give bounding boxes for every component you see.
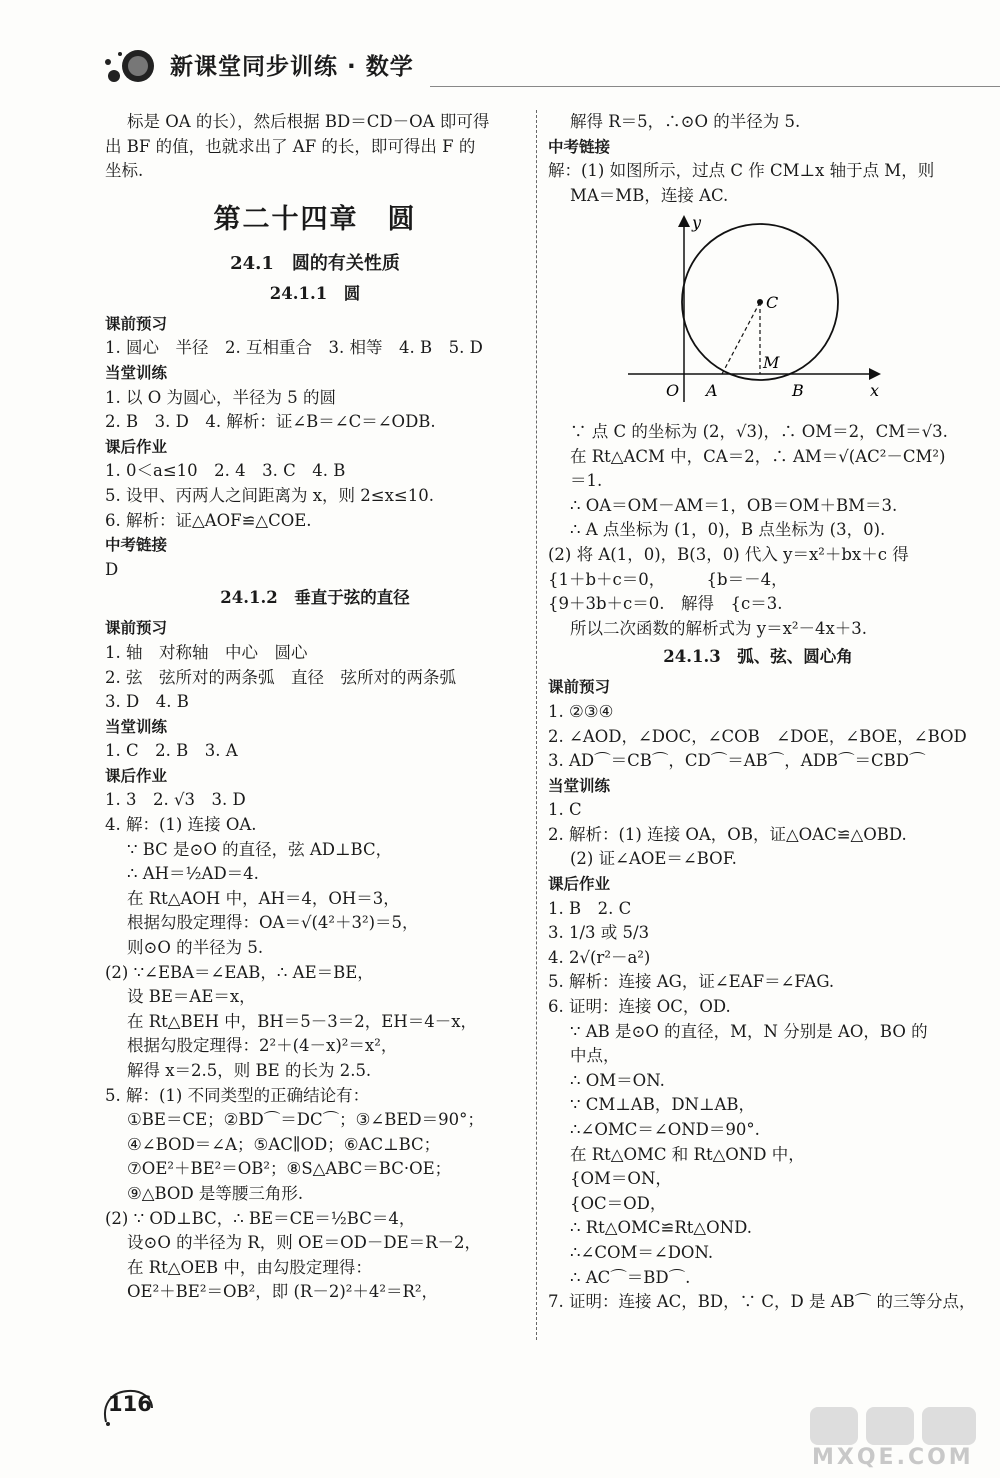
text-line: 解得 R＝5，∴⊙O 的半径为 5. <box>570 112 801 131</box>
label-m: M <box>763 353 780 373</box>
text-line: 2. B 3. D 4. 解析：证∠B＝∠C＝∠ODB. <box>105 412 436 432</box>
text-line: 设⊙O 的半径为 R，则 OE＝OD－DE＝R－2， <box>127 1233 482 1253</box>
text-line: ⑨△BOD 是等腰三角形. <box>127 1183 304 1203</box>
text-line: OE²＋BE²＝OB²，即 (R－2)²＋4²＝R²， <box>127 1282 439 1302</box>
text-line: ∴ A 点坐标为 (1，0)，B 点坐标为 (3，0). <box>570 520 886 540</box>
text-line: ∴ OM＝ON. <box>570 1070 665 1090</box>
text-line: 所以二次函数的解析式为 y＝x²－4x＋3. <box>570 618 868 638</box>
section-heading: 课前预习 <box>105 619 168 638</box>
text-line: 出 BF 的值，也就求出了 AF 的长，即可得出 F 的 <box>105 136 476 156</box>
text-line: ∴ AH＝½AD＝4. <box>127 864 259 884</box>
answer-block <box>105 558 525 583</box>
text-line: 2. ∠AOD，∠DOC，∠COB ∠DOE，∠BOE，∠BOD <box>548 726 967 746</box>
text-line: 4. 解：(1) 连接 OA. <box>105 815 257 835</box>
text-line: 解得 x＝2.5，则 BE 的长为 2.5. <box>127 1061 372 1080</box>
text-line: ①BE＝CE；②BD⌒＝DC⌒；③∠BED＝90°； <box>127 1110 484 1130</box>
text-line: {9＋3b＋c＝0. 解得 {c＝3. <box>548 594 783 614</box>
text-line: 1. ②③④ <box>548 701 614 721</box>
answer-block <box>105 641 525 715</box>
text-line: 在 Rt△AOH 中，AH＝4，OH＝3， <box>127 888 400 908</box>
text-line: 在 Rt△BEH 中，BH＝5－3＝2，EH＝4－x， <box>127 1011 478 1031</box>
text-line: 解：(1) 如图所示，过点 C 作 CM⊥x 轴于点 M，则 <box>548 161 935 181</box>
text-line: {OM＝ON， <box>570 1169 672 1189</box>
text-line: 5. 解：(1) 不同类型的正确结论有： <box>105 1085 370 1105</box>
text-line: 在 Rt△OEB 中，由勾股定理得： <box>127 1257 372 1277</box>
text-line: 1. 圆心 半径 2. 互相重合 3. 相等 4. B 5. D <box>105 338 483 358</box>
label-y: y <box>692 213 702 233</box>
right-column <box>548 110 976 1315</box>
segment-ac <box>722 302 760 374</box>
text-line: 6. 证明：连接 OC，OD. <box>548 997 731 1017</box>
text-line: MA＝MB，连接 AC. <box>570 185 729 205</box>
text-line: ∴ OA＝OM－AM＝1，OB＝OM＋BM＝3. <box>570 495 898 515</box>
answer-block <box>548 700 968 774</box>
text-line: 1. 以 O 为圆心，半径为 5 的圆 <box>105 387 336 407</box>
text-line: (2) 证∠AOE＝∠BOF. <box>570 849 737 869</box>
text-line: ∵ BC 是⊙O 的直径，弦 AD⊥BC， <box>127 839 393 859</box>
point-c <box>757 299 763 305</box>
text-line: D <box>105 559 119 579</box>
text-line: ⑦OE²＋BE²＝OB²；⑧S△ABC＝BC·OE； <box>127 1159 452 1179</box>
subsection-title: 24.1.3 弧、弦、圆心角 <box>663 647 853 667</box>
page-header <box>100 44 980 92</box>
text-line: 1. C 2. B 3. A <box>105 741 238 761</box>
text-line: 2. 弦 弦所对的两条弧 直径 弦所对的两条弧 <box>105 667 456 687</box>
section-heading: 课后作业 <box>548 875 611 894</box>
book-logo-icon <box>100 46 160 86</box>
section-heading: 当堂训练 <box>105 717 168 736</box>
text-line: 3. 1/3 或 5/3 <box>548 923 650 943</box>
text-line: 4. 2√(r²－a²) <box>548 947 651 967</box>
section-heading: 课前预习 <box>105 314 168 333</box>
section-heading: 中考链接 <box>548 137 611 156</box>
subsection-title: 24.1.1 圆 <box>269 283 361 303</box>
answer-block <box>548 110 968 135</box>
answer-block <box>548 798 968 872</box>
text-line: 在 Rt△OMC 和 Rt△OND 中， <box>570 1144 805 1164</box>
text-line: 1. C <box>548 800 582 820</box>
text-line: 5. 设甲、丙两人之间距离为 x，则 2≤x≤10. <box>105 485 434 505</box>
text-line: (2) ∵ OD⊥BC，∴ BE＝CE＝½BC＝4， <box>105 1208 416 1228</box>
text-line: {1＋b＋c＝0， {b＝－4， <box>548 569 788 589</box>
subsection-title: 24.1.2 垂直于弦的直径 <box>220 588 410 608</box>
section-title: 24.1 圆的有关性质 <box>230 252 400 274</box>
answer-block <box>105 739 525 764</box>
text-line: 6. 解析：证△AOF≌△COE. <box>105 510 312 530</box>
circle-coordinate-figure <box>608 212 908 408</box>
section-heading: 课前预习 <box>548 678 611 697</box>
text-line: ∵ 点 C 的坐标为 (2，√3)，∴ OM＝2，CM＝√3. <box>570 421 948 441</box>
text-line: 在 Rt△ACM 中，CA＝2，∴ AM＝√(AC²－CM²) <box>570 446 946 466</box>
page-number: 116 <box>108 1392 152 1416</box>
text-line: ∵ AB 是⊙O 的直径，M，N 分别是 AO，BO 的 <box>570 1021 928 1041</box>
text-line: 设 BE＝AE＝x， <box>127 987 256 1007</box>
text-line: 1. 0＜a≤10 2. 4 3. C 4. B <box>105 461 346 481</box>
text-line: ④∠BOD＝∠A；⑤AC∥OD；⑥AC⊥BC； <box>127 1134 441 1154</box>
answer-block <box>105 459 525 533</box>
answer-block <box>105 386 525 435</box>
section-heading: 当堂训练 <box>548 776 611 795</box>
left-column <box>105 110 525 1305</box>
label-x: x <box>870 381 880 401</box>
text-line: 1. 3 2. √3 3. D <box>105 790 246 810</box>
text-line: ∴∠COM＝∠DON. <box>570 1242 714 1262</box>
text-line: ∴ Rt△OMC≌Rt△OND. <box>570 1218 752 1238</box>
text-line: 则⊙O 的半径为 5. <box>127 938 264 958</box>
column-divider <box>536 110 537 1340</box>
text-line: (2) ∵∠EBA＝∠EAB，∴ AE＝BE， <box>105 962 374 982</box>
text-line: 5. 解析：连接 AG，证∠EAF＝∠FAG. <box>548 972 835 992</box>
watermark-text: MXQE.COM <box>812 1445 974 1470</box>
text-line: ＝1. <box>570 471 603 491</box>
intro-text <box>105 110 525 184</box>
label-a: A <box>706 381 718 401</box>
answer-block <box>105 336 525 361</box>
text-line: 标是 OA 的长），然后根据 BD＝CD－OA 即可得 <box>127 112 490 131</box>
text-line: ∴∠OMC＝∠OND＝90°. <box>570 1120 760 1139</box>
label-c: C <box>766 293 779 313</box>
text-line: 根据勾股定理得：2²＋(4－x)²＝x²， <box>127 1036 398 1056</box>
section-heading: 课后作业 <box>105 437 168 456</box>
header-rule <box>430 86 1000 87</box>
text-line: (2) 将 A(1，0)，B(3，0) 代入 y＝x²＋bx＋c 得 <box>548 544 909 564</box>
label-o: O <box>666 381 680 401</box>
section-heading: 当堂训练 <box>105 363 168 382</box>
text-line: 3. AD⌒＝CB⌒，CD⌒＝AB⌒，ADB⌒＝CBD⌒ <box>548 751 926 771</box>
answer-block <box>548 897 976 1315</box>
text-line: 3. D 4. B <box>105 692 189 712</box>
text-line: 1. 轴 对称轴 中心 圆心 <box>105 642 308 662</box>
chapter-title: 第二十四章 圆 <box>213 203 417 235</box>
text-line: 根据勾股定理得：OA＝√(4²＋3²)＝5， <box>127 913 419 933</box>
text-line: 2. 解析：(1) 连接 OA，OB，证△OAC≌△OBD. <box>548 824 907 844</box>
text-line: {OC＝OD， <box>570 1193 667 1213</box>
text-line: 中点， <box>570 1046 620 1066</box>
text-line: ∴ AC⌒＝BD⌒. <box>570 1267 691 1287</box>
book-title: 新课堂同步训练 · 数学 <box>170 54 414 80</box>
text-line: 7. 证明：连接 AC，BD，∵ C，D 是 AB⌒ 的三等分点， <box>548 1292 976 1312</box>
section-heading: 课后作业 <box>105 766 168 785</box>
answer-block <box>105 788 525 1304</box>
text-line: ∵ CM⊥AB，DN⊥AB， <box>570 1095 756 1115</box>
text-line: 1. B 2. C <box>548 898 632 918</box>
answer-block <box>548 420 968 641</box>
section-heading: 中考链接 <box>105 536 168 555</box>
answer-block <box>548 159 968 208</box>
label-b: B <box>792 381 804 401</box>
text-line: 坐标. <box>105 161 144 181</box>
